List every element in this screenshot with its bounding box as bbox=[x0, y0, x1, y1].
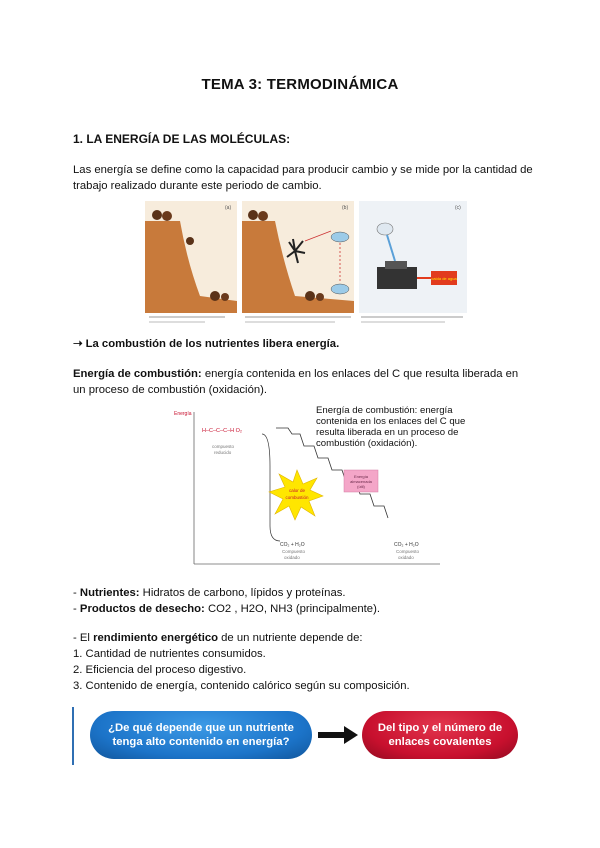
co2-left: CO₂ + H₂O bbox=[280, 542, 305, 548]
list-item: 2. Eficiencia del proceso digestivo. bbox=[73, 664, 247, 676]
combustion-term: Energía de combustión: bbox=[73, 368, 202, 380]
svg-text:calor de: calor de bbox=[288, 488, 306, 493]
svg-text:(útil): (útil) bbox=[357, 484, 365, 489]
arrow-heading: ➝ La combustión de los nutrientes libera energía. bbox=[73, 338, 340, 350]
yield-section bbox=[73, 630, 533, 694]
heat-burst bbox=[269, 470, 323, 520]
list-item: - Nutrientes: Hidratos de carbono, lípidos y proteínas. bbox=[73, 587, 346, 599]
panel-c-label: (c) bbox=[455, 205, 461, 211]
co2-right: CO₂ + H₂O bbox=[394, 542, 419, 548]
panel-a-label: (a) bbox=[225, 205, 232, 211]
combustion-paragraph bbox=[73, 366, 533, 398]
section-heading: 1. LA ENERGÍA DE LAS MOLÉCULAS: bbox=[73, 132, 291, 146]
list-item: 1. Cantidad de nutrientes consumidos. bbox=[73, 648, 266, 660]
callout-rule bbox=[72, 707, 74, 765]
answer-bubble: Del tipo y el número de enlaces covalentes bbox=[362, 711, 518, 759]
panel-b bbox=[242, 201, 354, 322]
waste-label: Productos de desecho: bbox=[79, 603, 205, 615]
svg-text:Compuesto: Compuesto bbox=[396, 549, 420, 554]
nutrients-text: Hidratos de carbono, lípidos y proteínas. bbox=[139, 587, 346, 599]
list-item: 3. Contenido de energía, contenido calórico según su composición. bbox=[73, 680, 410, 692]
svg-text:Compuesto: Compuesto bbox=[282, 549, 306, 554]
waste-text: CO2 , H2O, NH3 (principalmente). bbox=[204, 603, 380, 615]
svg-text:oxidado: oxidado bbox=[398, 555, 414, 560]
panel-c bbox=[359, 201, 467, 322]
panel-b-label: (b) bbox=[342, 205, 349, 211]
right-arrow-icon bbox=[318, 725, 358, 745]
reduced-label: compuesto bbox=[212, 444, 235, 449]
callout bbox=[72, 707, 532, 767]
svg-text:reducido: reducido bbox=[214, 450, 232, 455]
nutrients-label: Nutrientes: bbox=[79, 587, 140, 599]
list-item: - Productos de desecho: CO2 , H2O, NH3 (principalmente). bbox=[73, 603, 380, 615]
caida-label: caída de agua bbox=[431, 276, 457, 281]
energy-illustration bbox=[145, 201, 467, 329]
svg-text:almacenada: almacenada bbox=[350, 479, 372, 484]
left-curve bbox=[262, 434, 280, 541]
svg-text:combustión: combustión bbox=[285, 495, 309, 500]
axis-label: Energía bbox=[174, 411, 192, 417]
yield-intro: - El rendimiento energético de un nutriente depende de: bbox=[73, 632, 363, 644]
panel-a bbox=[145, 201, 237, 322]
formula: H–C–C–C–H O₂ bbox=[202, 428, 243, 434]
svg-text:Energía: Energía bbox=[353, 474, 369, 479]
page-title: TEMA 3: TERMODINÁMICA bbox=[201, 76, 399, 93]
diagram-note: Energía de combustión: energía contenida en los enlaces del C que resulta liberada en un proceso de combustión (oxidación). bbox=[316, 405, 466, 449]
intro-paragraph: Las energía se define como la capacidad para producir cambio y se mide por la cantidad de trabajo realizado durante este periodo de cambio. bbox=[73, 164, 533, 192]
svg-text:oxidado: oxidado bbox=[284, 555, 300, 560]
nutrients-list bbox=[73, 585, 533, 617]
question-bubble: ¿De qué depende que un nutriente tenga alto contenido en energía? bbox=[90, 711, 312, 759]
combustion-definition: energía contenida en los enlaces del C que resulta liberada en un proceso de combustión (oxidación). bbox=[73, 368, 519, 396]
